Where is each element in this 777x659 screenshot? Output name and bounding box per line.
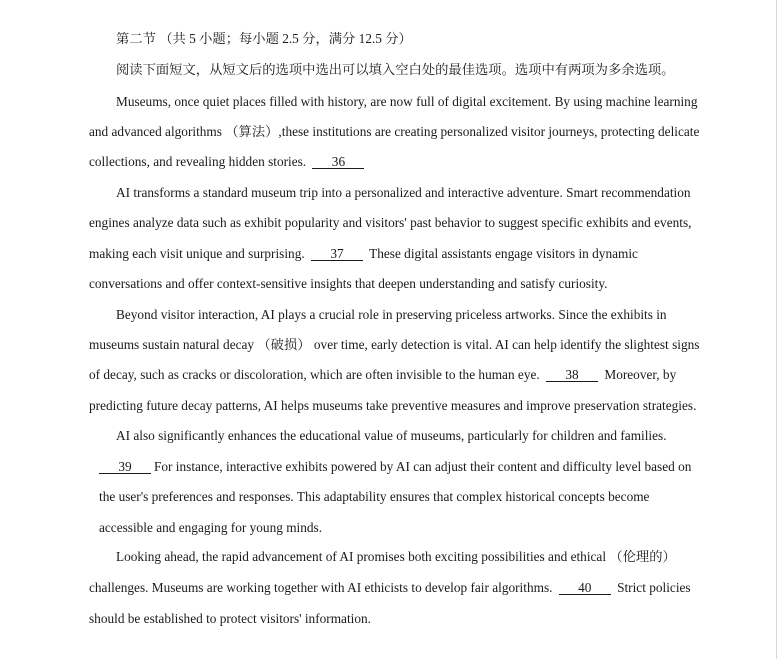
blank-40: 40 [559,581,611,595]
blank-36: 36 [312,155,364,169]
passage-line: museums sustain natural decay （破损） over time, early detection is vital. AI can help identify the slightest signs [89,337,700,352]
passage-line [89,246,638,262]
passage-line [99,459,691,475]
passage-text: Moreover, by [604,367,677,382]
passage-line: the user's preferences and responses. This adaptability ensures that complex historical concepts become [99,489,650,504]
passage-line [89,367,676,383]
passage-line: predicting future decay patterns, AI helps museums take preventive measures and improve preservation strategies. [89,398,697,413]
passage-text: challenges. Museums are working together with AI ethicists to develop fair algorithms. [89,580,553,595]
section-instruction: 阅读下面短文，从短文后的选项中选出可以填入空白处的最佳选项。选项中有两项为多余选项。 [116,62,675,77]
passage-text: For instance, interactive exhibits powered by AI can adjust their content and difficulty level based on [154,459,692,474]
passage-text: These digital assistants engage visitors in dynamic [369,246,638,261]
passage-text: collections, and revealing hidden stories. [89,154,307,169]
passage-line: engines analyze data such as exhibit popularity and visitors' past behavior to suggest specific exhibits and events, [89,215,692,230]
blank-37: 37 [311,247,363,261]
passage-text: making each visit unique and surprising. [89,246,305,261]
passage-line: conversations and offer context-sensitive insights that deepen understanding and satisfy curiosity. [89,276,608,291]
passage-line: and advanced algorithms （算法）,these institutions are creating personalized visitor journeys, protecting delicate [89,124,700,139]
blank-39: 39 [99,460,151,474]
passage-line: Beyond visitor interaction, AI plays a crucial role in preserving priceless artworks. Since the exhibits in [116,307,667,322]
section-heading: 第二节 （共 5 小题；每小题 2.5 分，满分 12.5 分） [116,31,412,46]
blank-38: 38 [546,368,598,382]
passage-line: accessible and engaging for young minds. [99,520,323,535]
passage-line [89,580,691,596]
passage-line: AI also significantly enhances the educational value of museums, particularly for children and families. [116,428,667,443]
passage-line: Looking ahead, the rapid advancement of AI promises both exciting possibilities and ethical （伦理的） [116,549,676,564]
passage-text: Strict policies [617,580,691,595]
passage-text: of decay, such as cracks or discoloration, which are often invisible to the human eye. [89,367,540,382]
passage-line: AI transforms a standard museum trip into a personalized and interactive adventure. Smart recommendation [116,185,691,200]
passage-line [89,154,367,170]
passage-line: should be established to protect visitors' information. [89,611,371,626]
passage-line: Museums, once quiet places filled with history, are now full of digital excitement. By using machine learning [116,94,698,109]
